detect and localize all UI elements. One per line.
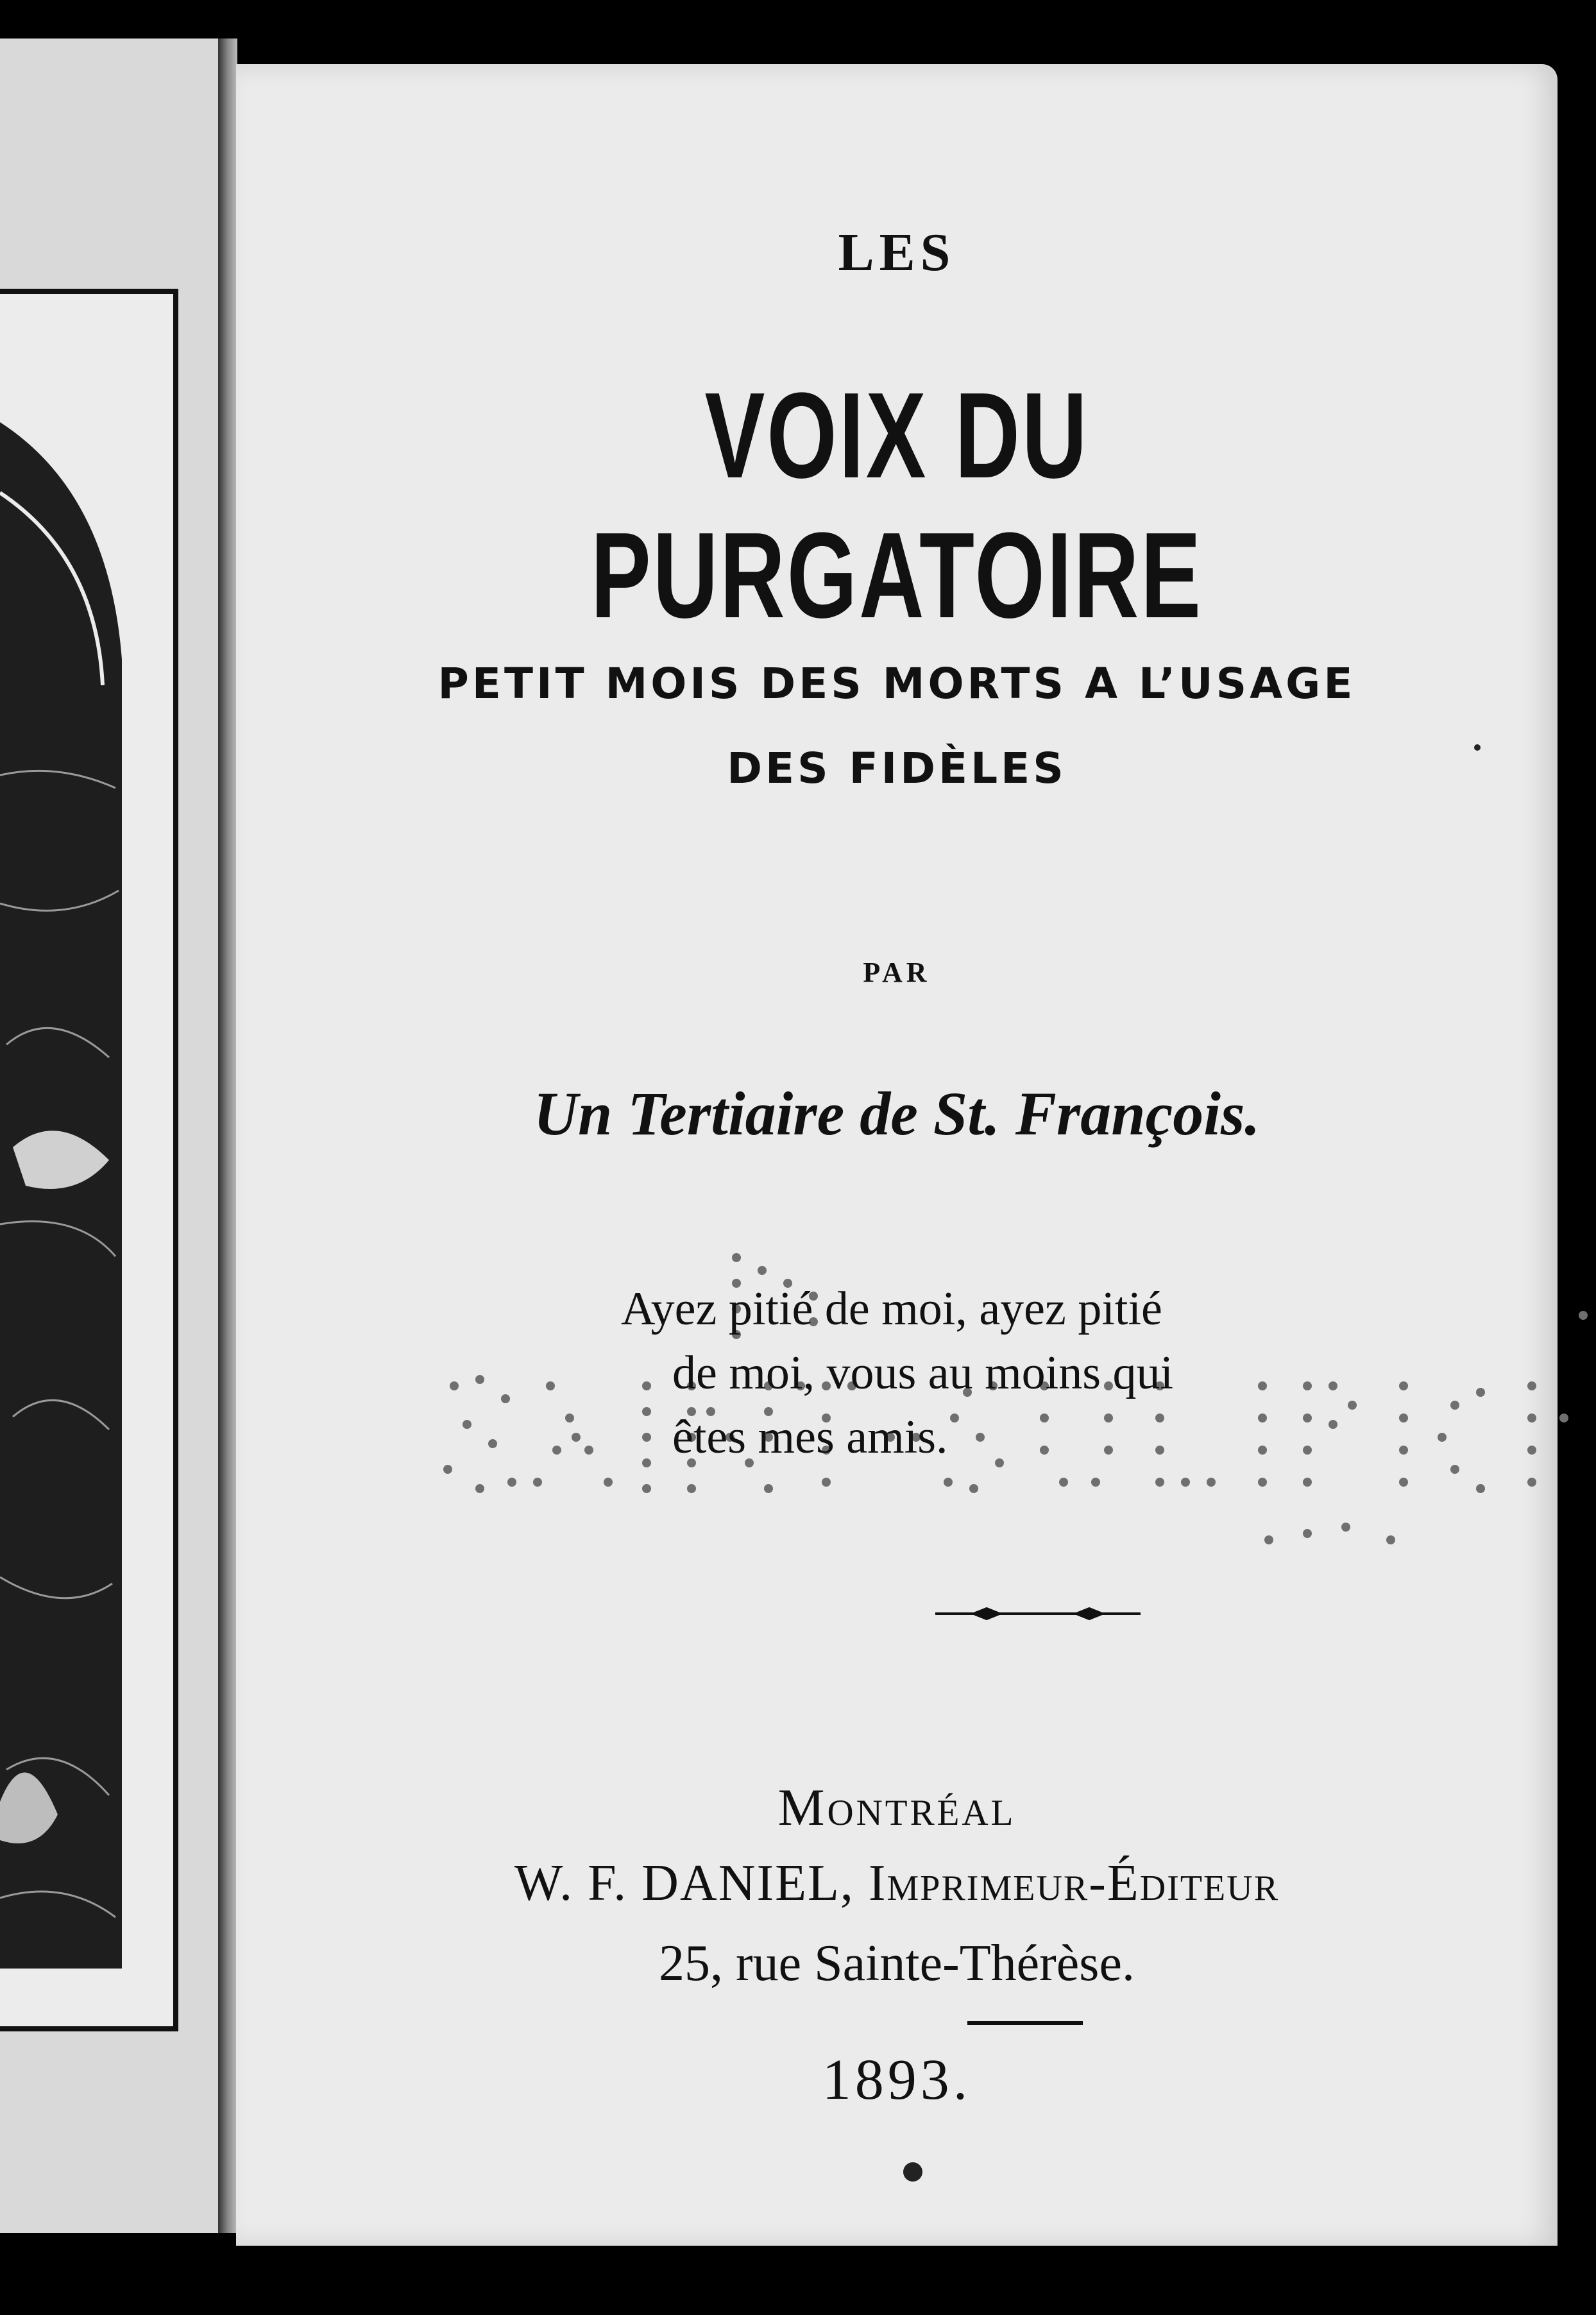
epigraph bbox=[621, 1277, 1391, 1469]
ink-speck bbox=[1474, 744, 1481, 751]
epigraph-line-2: de moi, vous au moins qui bbox=[672, 1347, 1174, 1399]
publisher-name: W. F. DANIEL, bbox=[514, 1855, 854, 1911]
frontispiece-frame bbox=[0, 289, 178, 2031]
ink-speck bbox=[903, 2162, 922, 2182]
subtitle bbox=[236, 642, 1558, 811]
imprint-address: 25, rue Sainte-Thérèse. bbox=[659, 1935, 1135, 1992]
publisher-role: Imprimeur-Éditeur bbox=[868, 1855, 1280, 1911]
title-article: LES bbox=[838, 223, 956, 282]
imprint-year: 1893. bbox=[822, 2048, 972, 2112]
main-title: VOIX DU PURGATOIRE bbox=[590, 368, 1203, 644]
subtitle-line-2: DES FIDÈLES bbox=[727, 744, 1067, 793]
imprint-rule bbox=[967, 2021, 1083, 2025]
subtitle-line-1: PETIT MOIS DES MORTS A L’USAGE bbox=[437, 659, 1356, 708]
author: Un Tertiaire de St. François. bbox=[533, 1079, 1261, 1148]
ornament-divider bbox=[935, 1601, 1141, 1627]
frontispiece-engraving bbox=[0, 326, 148, 2001]
imprint-publisher bbox=[236, 1854, 1558, 1913]
epigraph-line-1: Ayez pitié de moi, ayez pitié bbox=[621, 1283, 1162, 1335]
by-line: PAR bbox=[863, 957, 931, 988]
epigraph-line-3: êtes mes amis. bbox=[672, 1411, 948, 1464]
imprint-city: Montréal bbox=[777, 1778, 1016, 1836]
title-page bbox=[236, 64, 1558, 2246]
book-gutter bbox=[218, 38, 237, 2233]
facing-page bbox=[0, 38, 225, 2233]
